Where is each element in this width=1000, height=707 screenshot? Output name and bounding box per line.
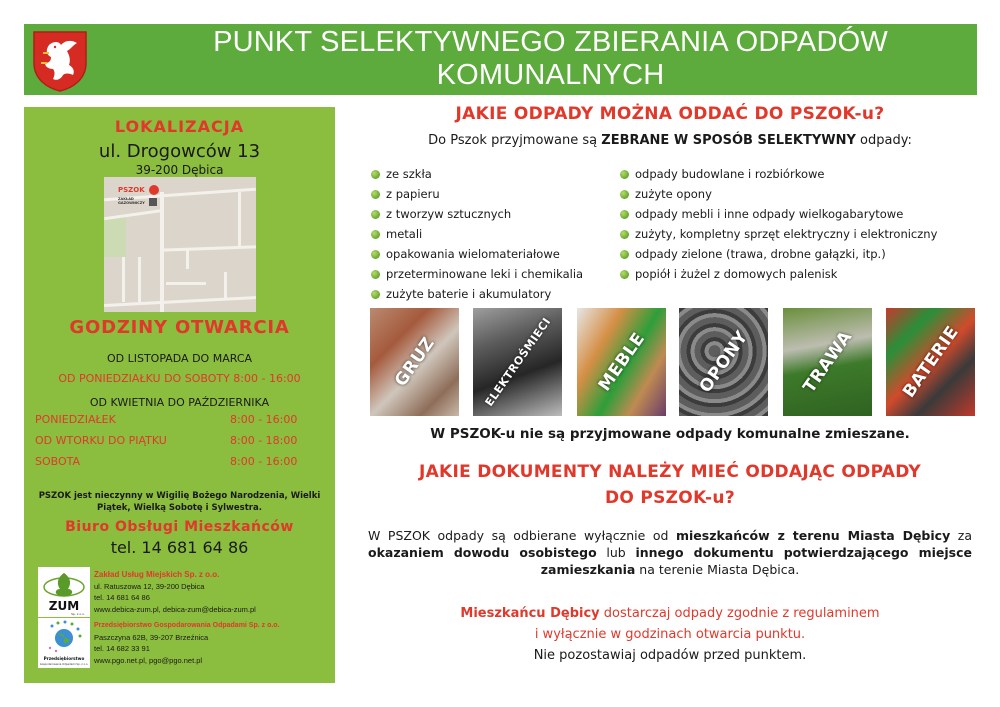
organization-address: ul. Ratuszowa 12, 39-200 Dębica [94, 581, 205, 591]
list-item: metali [371, 224, 583, 244]
organization-zum [38, 567, 328, 622]
map-pin-label: PSZOK [118, 186, 145, 194]
svg-text:Przedsiębiorstwo: Przedsiębiorstwo [43, 656, 85, 661]
closed-days-note: PSZOK jest nieczynny w Wigilię Bożego Narodzenia, Wielki Piątek, Wielką Sobotę i Sylwestra. [38, 491, 321, 513]
hours-time: 8:00 - 16:00 [230, 455, 298, 468]
organization-name: Zakład Usług Miejskich Sp. z o.o. [94, 570, 220, 579]
not-accepted-note: W PSZOK-u nie są przyjmowane odpady komunalne zmieszane. [430, 426, 910, 442]
list-item: przeterminowane leki i chemikalia [371, 264, 583, 284]
office-title: Biuro Obsługi Mieszkańców [65, 519, 294, 535]
accepted-waste-list-left [371, 164, 583, 304]
location-city: 39-200 Dębica [135, 163, 224, 177]
hours-day: SOBOTA [35, 455, 81, 468]
list-item: z papieru [371, 184, 583, 204]
organization-details [94, 620, 280, 666]
organization-details [94, 569, 256, 615]
organization-web-link[interactable]: www.pgo.net.pl, pgo@pgo.net.pl [94, 655, 203, 665]
organization-phone[interactable]: tel. 14 682 33 91 [94, 644, 150, 653]
opening-hours-title: GODZINY OTWARCIA [69, 317, 290, 338]
winter-hours: OD PONIEDZIAŁKU DO SOBOTY 8:00 - 16:00 [58, 372, 301, 385]
waste-category-gallery [370, 308, 976, 416]
griffin-crest-icon [31, 29, 89, 93]
hours-day: OD WTORKU DO PIĄTKU [35, 434, 167, 447]
organization-web-link[interactable]: www.debica-zum.pl, debica-zum@debica-zum.pl [94, 604, 256, 614]
globe-recycle-icon [38, 618, 90, 668]
accepted-waste-list-right [620, 164, 937, 284]
winter-season-label: OD LISTOPADA DO MARCA [106, 352, 253, 365]
svg-text:ZUM: ZUM [48, 599, 80, 613]
accepted-waste-heading: JAKIE ODPADY MOŻNA ODDAĆ DO PSZOK-u? [455, 104, 885, 124]
map-landmark-label: ZAKŁAD GAZOWNICZY [118, 197, 145, 205]
list-item: odpady budowlane i rozbiórkowe [620, 164, 937, 184]
hours-row [35, 434, 325, 450]
office-phone[interactable]: tel. 14 681 64 86 [110, 538, 249, 557]
list-item: popiół i żużel z domowych palenisk [620, 264, 937, 284]
reminder-line-1: Mieszkańcu Dębicy dostarczaj odpady zgodnie z regulaminem [460, 606, 880, 621]
oak-leaf-icon [38, 567, 90, 617]
location-street: ul. Drogowców 13 [98, 141, 261, 162]
organization-phone[interactable]: tel. 14 681 64 86 [94, 593, 150, 602]
hours-row [35, 455, 325, 471]
zum-logo [38, 567, 90, 617]
organization-name: Przedsiębiorstwo Gospodarowania Odpadami Sp. z o.o. [94, 622, 280, 629]
svg-text:Sp. z o.o.: Sp. z o.o. [71, 612, 85, 616]
list-item: odpady mebli i inne odpady wielkogabarytowe [620, 204, 937, 224]
svg-text:Gospodarowania Odpadami Sp. z: Gospodarowania Odpadami Sp. z o.o. [39, 663, 89, 666]
hours-time: 8:00 - 16:00 [230, 413, 298, 426]
tile-grass: TRAWA [783, 308, 872, 416]
location-title: LOKALIZACJA [114, 117, 245, 136]
documents-heading: JAKIE DOKUMENTY NALEŻY MIEĆ ODDAJĄC ODPADY DO PSZOK-u? [418, 462, 922, 508]
list-item: zużyte baterie i akumulatory [371, 284, 583, 304]
organization-pgo [38, 618, 328, 673]
reminder-line-3: Nie pozostawiaj odpadów przed punktem. [533, 648, 807, 663]
list-item: opakowania wielomateriałowe [371, 244, 583, 264]
map-pin-icon [149, 185, 159, 195]
info-sidebar [24, 107, 335, 683]
list-item: odpady zielone (trawa, drobne gałązki, itp.) [620, 244, 937, 264]
pgo-logo [38, 618, 90, 668]
reminder-line-2: i wyłącznie w godzinach otwarcia punktu. [534, 627, 806, 642]
landmark-marker-icon [149, 198, 157, 206]
page-title [134, 26, 967, 92]
resident-reminder [350, 603, 990, 666]
list-item: z tworzyw sztucznych [371, 204, 583, 224]
tile-electronics: ELEKTROŚMIECI [473, 308, 562, 416]
tile-rubble: GRUZ [370, 308, 459, 416]
location-map[interactable] [104, 177, 256, 312]
tile-furniture: MEBLE [577, 308, 666, 416]
summer-season-label: OD KWIETNIA DO PAŹDZIERNIKA [89, 396, 270, 409]
hours-time: 8:00 - 18:00 [230, 434, 298, 447]
list-item: zużyte opony [620, 184, 937, 204]
title-line-2: KOMUNALNYCH [436, 59, 665, 91]
list-item: zużyty, kompletny sprzęt elektryczny i elektroniczny [620, 224, 937, 244]
documents-paragraph: W PSZOK odpady są odbierane wyłącznie od mieszkańców z terenu Miasta Dębicy za okazaniem dowodu osobistego lub innego dokumentu potwierdzającego miejsce zamieszkania na terenie Miasta Dębica. [368, 528, 973, 577]
accepted-waste-intro: Do Pszok przyjmowane są ZEBRANE W SPOSÓB SELEKTYWNY odpady: [428, 133, 912, 148]
intro-emphasis: ZEBRANE W SPOSÓB SELEKTYWNY [601, 133, 856, 148]
list-item: ze szkła [371, 164, 583, 184]
header-banner [24, 24, 977, 95]
tile-tires: OPONY [679, 308, 768, 416]
hours-row [35, 413, 325, 429]
organization-address: Paszczyna 62B, 39-207 Brzeźnica [94, 632, 209, 642]
tile-batteries: BATERIE [886, 308, 975, 416]
hours-day: PONIEDZIAŁEK [35, 413, 116, 426]
title-line-1: PUNKT SELEKTYWNEGO ZBIERANIA ODPADÓW [213, 26, 888, 58]
